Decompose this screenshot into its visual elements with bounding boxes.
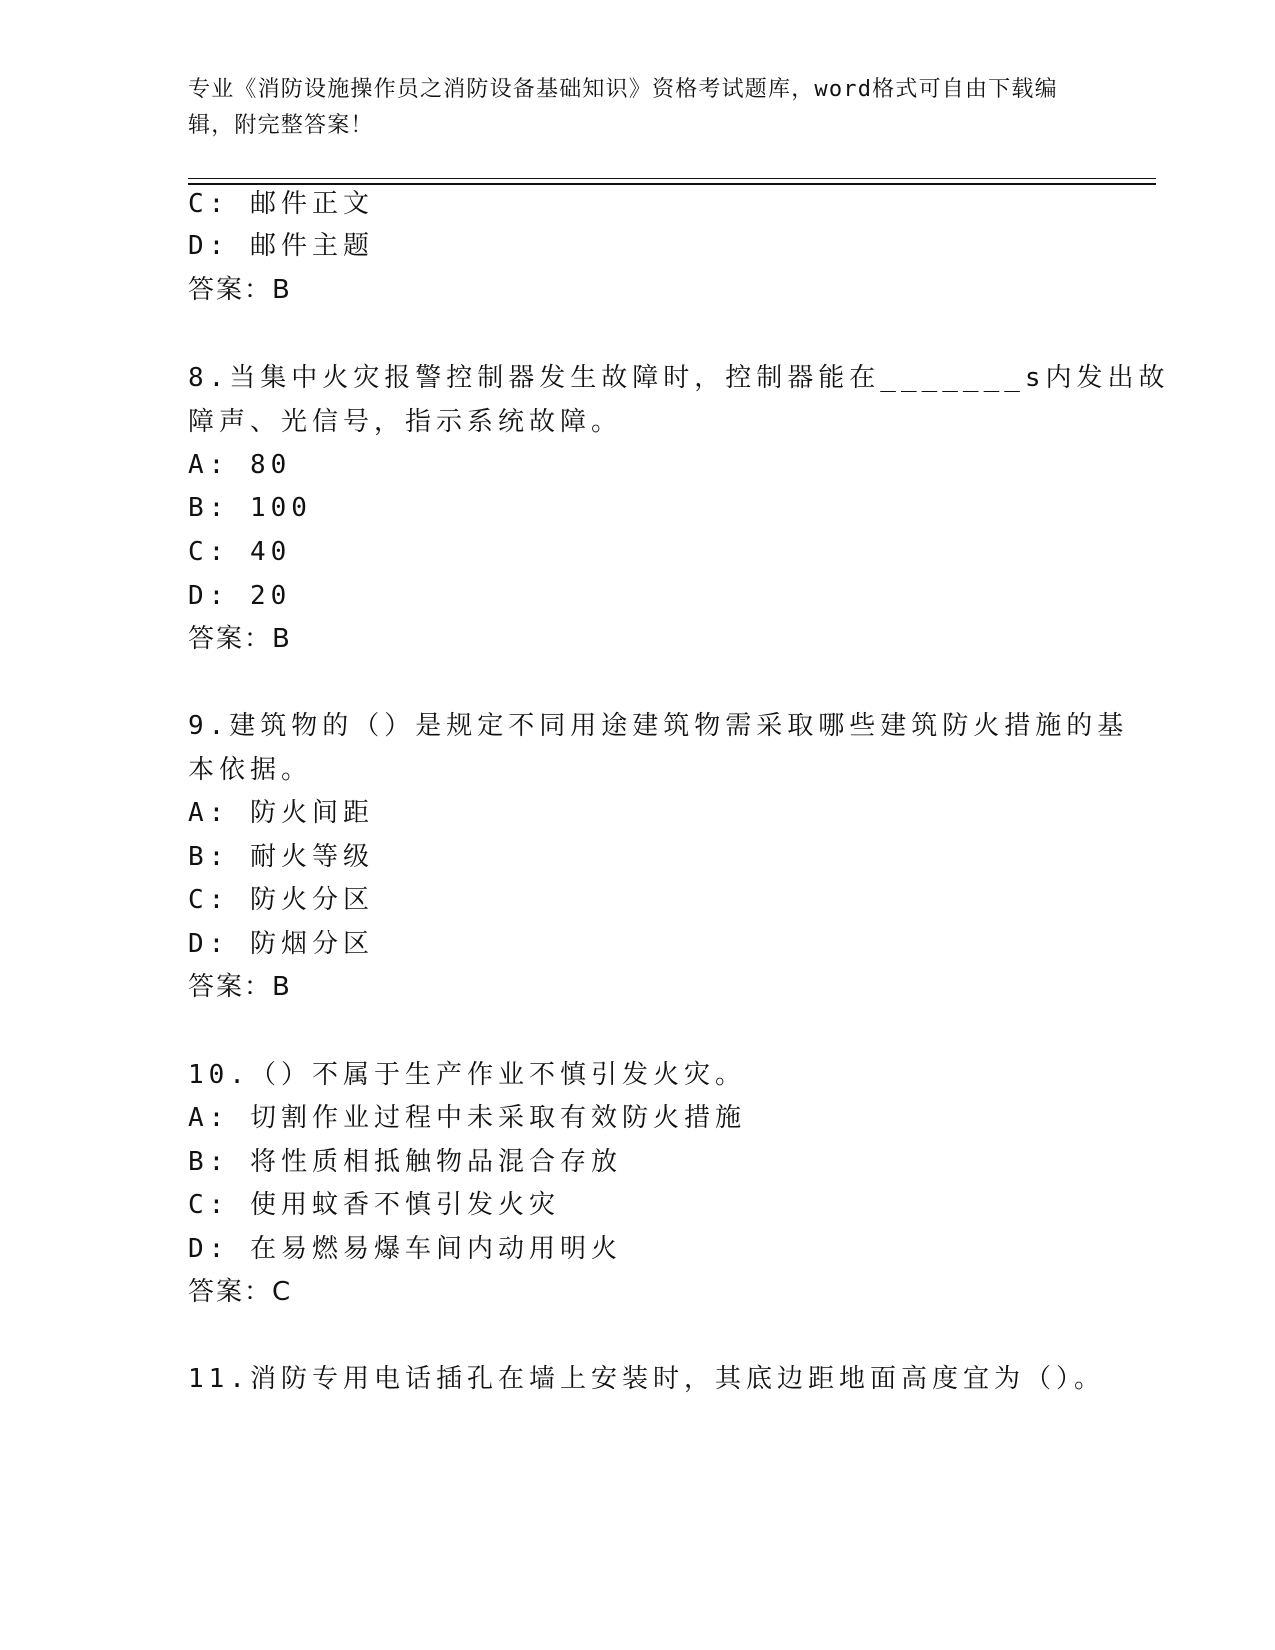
q9-option-d: D: 防烟分区 bbox=[188, 929, 374, 959]
prev-option-c: C: 邮件正文 bbox=[188, 189, 374, 219]
q10-answer: 答案：C bbox=[188, 1277, 293, 1307]
q9-text-line1: 9.建筑物的（）是规定不同用途建筑物需采取哪些建筑防火措施的基 bbox=[188, 711, 1129, 741]
q11-text-line1: 11.消防专用电话插孔在墙上安装时，其底边距地面高度宜为（）。 bbox=[188, 1364, 1105, 1394]
q9-option-c: C: 防火分区 bbox=[188, 885, 374, 915]
q8-option-d: D: 20 bbox=[188, 581, 292, 611]
q8-answer: 答案：B bbox=[188, 624, 292, 654]
header-rule-thin bbox=[188, 178, 1156, 179]
q9-answer: 答案：B bbox=[188, 972, 292, 1002]
q10-option-c: C: 使用蚊香不慎引发火灾 bbox=[188, 1190, 560, 1220]
q10-option-b: B: 将性质相抵触物品混合存放 bbox=[188, 1147, 622, 1177]
q8-option-c: C: 40 bbox=[188, 537, 292, 567]
q10-option-a: A: 切割作业过程中未采取有效防火措施 bbox=[188, 1103, 746, 1133]
q9-option-a: A: 防火间距 bbox=[188, 798, 374, 828]
q10-option-d: D: 在易燃易爆车间内动用明火 bbox=[188, 1234, 622, 1264]
prev-answer: 答案：B bbox=[188, 275, 292, 305]
q8-option-b: B: 100 bbox=[188, 493, 312, 523]
q8-text-line1: 8.当集中火灾报警控制器发生故障时，控制器能在_______s内发出故 bbox=[188, 363, 1170, 393]
q9-option-b: B: 耐火等级 bbox=[188, 842, 374, 872]
prev-option-d: D: 邮件主题 bbox=[188, 231, 374, 261]
q10-text-line1: 10.（）不属于生产作业不慎引发火灾。 bbox=[188, 1060, 746, 1090]
q9-text-line2: 本依据。 bbox=[188, 755, 313, 785]
document-header: 专业《消防设施操作员之消防设备基础知识》资格考试题库，word格式可自由下载编辑，附完整答案！ bbox=[188, 77, 1058, 138]
q8-option-a: A: 80 bbox=[188, 450, 292, 480]
q8-text-line2: 障声、光信号，指示系统故障。 bbox=[188, 407, 623, 437]
header-rule-thick bbox=[188, 183, 1156, 185]
